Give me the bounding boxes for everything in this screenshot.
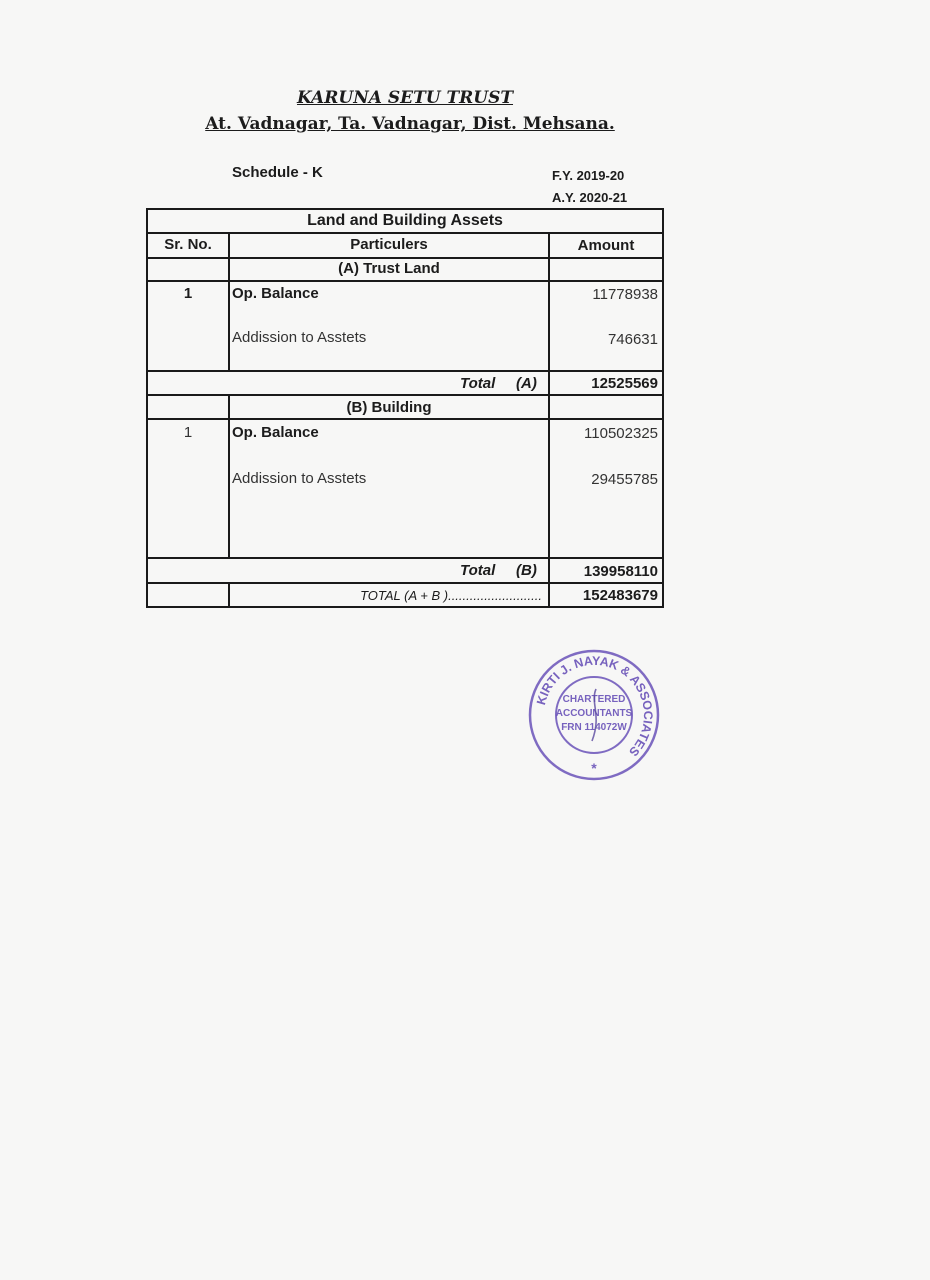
section-a-heading: (A) Trust Land [338,260,440,277]
grand-total-amount: 152483679 [582,587,658,604]
column-header-particulars: Particulers [350,236,428,253]
stamp-line-2: ACCOUNTANTS [555,708,633,719]
section-b-addition-label: Addission to Asstets [232,470,367,487]
section-a-op-balance-label: Op. Balance [232,285,319,302]
column-header-amount: Amount [577,237,635,254]
trust-address: At. Vadnagar, Ta. Vadnagar, Dist. Mehsana. [205,114,615,134]
financial-year: F.Y. 2019-20 [552,168,625,183]
assessment-year: A.Y. 2020-21 [552,190,628,205]
section-a-total-label: Total [460,375,496,392]
section-b-total-label: Total [460,562,496,579]
column-header-sr: Sr. No. [164,236,212,253]
section-a-op-balance-amount: 11778938 [592,286,658,303]
section-b-sr: 1 [183,424,193,441]
stamp-line-3: FRN 114072W [561,722,627,733]
section-a-total-amount: 12525569 [591,375,658,392]
stamp-star: * [591,760,597,776]
section-a-addition-label: Addission to Asstets [232,329,367,346]
section-b-op-balance-label: Op. Balance [232,424,319,441]
trust-name: KARUNA SETU TRUST [296,88,514,108]
table-title: Land and Building Assets [307,212,503,229]
stamp-ring-text: KIRTI J. NAYAK & ASSOCIATES [534,653,656,759]
grand-total-label: TOTAL (A + B ).......................... [360,588,542,603]
section-b-addition-amount: 29455785 [591,471,658,488]
section-b-heading: (B) Building [346,399,432,416]
section-b-total-amount: 139958110 [583,563,658,580]
section-b-op-balance-amount: 110502325 [584,425,658,442]
section-b-total-tag: (B) [516,562,537,579]
chartered-accountants-stamp [524,645,664,785]
section-a-total-tag: (A) [516,375,537,392]
schedule-label: Schedule - K [232,164,323,181]
stamp-line-1: CHARTERED [562,694,626,705]
section-a-sr: 1 [183,285,193,302]
section-a-addition-amount: 746631 [607,331,658,348]
